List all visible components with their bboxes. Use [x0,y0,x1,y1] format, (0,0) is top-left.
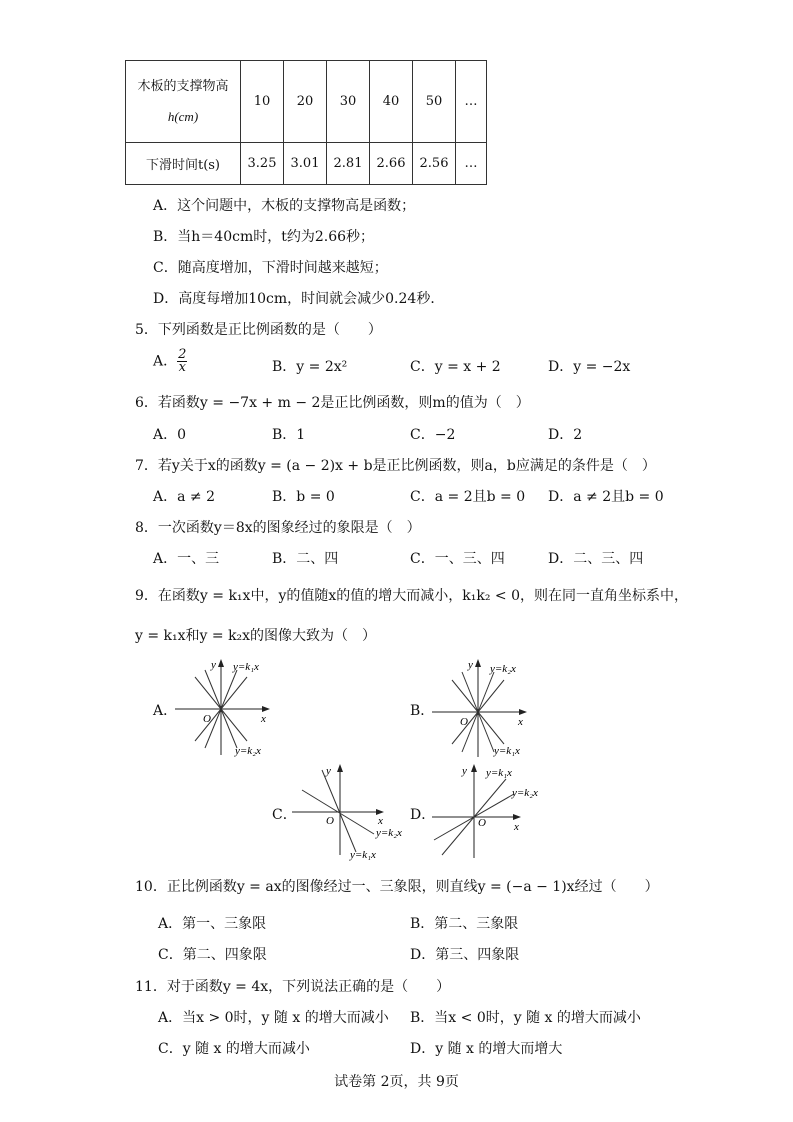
x-axis-arrow [262,706,270,712]
graph-b-top-label: y=k₂x [490,663,516,675]
graph-a-top-label: y=k₁x [233,661,259,673]
graph-d-top-label: y=k₁x [486,767,512,779]
graph-b-bottom-label: y=k₁x [494,745,520,757]
q9-option-a-label: A． [153,703,178,719]
graph-a-bottom-label: y=k₂x [235,745,261,757]
q11-option-c: C．y 随 x 的增大而减小 [158,1041,310,1057]
origin-label: O [203,713,211,725]
y-axis-arrow [475,659,481,667]
table-cell: 10 [241,61,284,143]
x-axis-arrow [519,709,527,715]
q6-option-b: B．1 [272,427,306,443]
q7-stem: 7．若y关于x的函数y = (a − 2)x + b是正比例函数，则a，b应满足的条件是（ ） [135,458,656,474]
q11-option-d: D．y 随 x 的增大而增大 [410,1041,563,1057]
axis-y-label: y [462,765,467,777]
q7-option-b: B．b = 0 [272,489,335,505]
origin-label: O [460,716,468,728]
q7-option-c: C．a = 2且b = 0 [410,489,526,505]
axis-x-label: x [378,815,383,827]
q8-option-d: D．二、三、四 [548,551,644,567]
x-axis-arrow [513,814,521,820]
table-cell: 2.66 [370,143,413,185]
table-cell: 30 [327,61,370,143]
origin-label: O [326,815,334,827]
fraction-numerator: 2 [178,347,187,362]
q4-option-d: D．高度每增加10cm，时间就会减少0.24秒． [153,291,445,307]
axis-y-label: y [468,659,473,671]
fraction [177,349,187,374]
q5-option-c: C．y = x + 2 [410,359,501,375]
q10-option-d: D．第三、四象限 [410,947,520,963]
axis-y-label: y [326,765,331,777]
q9-option-c-label: C． [272,807,297,823]
q6-stem: 6．若函数y = −7x + m − 2是正比例函数，则m的值为（ ） [135,395,530,411]
q8-option-a: A．一、三 [153,551,220,567]
fraction-denominator: x [178,360,186,375]
q9-graph-d [432,760,552,865]
q9-option-b-label: B． [410,703,435,719]
axis-x-label: x [261,713,266,725]
q6-option-d: D．2 [548,427,583,443]
table-row [126,143,487,185]
page-footer: 试卷第 2页，共 9页 [334,1074,459,1090]
table-cell: … [456,61,487,143]
q11-option-a: A．当x > 0时，y 随 x 的增大而减小 [158,1010,389,1026]
q9-graph-b [432,652,542,762]
table-cell: 40 [370,61,413,143]
table-cell: 20 [284,61,327,143]
q8-stem: 8．一次函数y＝8x的图象经过的象限是（ ） [135,520,421,536]
q4-option-c: C．随高度增加，下滑时间越来越短； [153,260,388,276]
table-header-time: 下滑时间t(s) [126,143,241,185]
q9-graph-a [175,652,285,762]
y-axis-arrow [337,764,343,772]
q6-option-a: A．0 [153,427,187,443]
q7-option-d: D．a ≠ 2且b = 0 [548,489,664,505]
table-header-unit: h(cm) [167,108,199,124]
graph-c-right-label: y=k₂x [376,827,402,839]
q10-option-a: A．第一、三象限 [158,916,267,932]
q8-option-c: C．一、三、四 [410,551,505,567]
q9-stem-line2: y = k₁x和y = k₂x的图像大致为（ ） [135,628,377,644]
q10-option-c: C．第二、四象限 [158,947,267,963]
origin-label: O [478,817,486,829]
axis-x-label: x [514,821,519,833]
q5-stem: 5．下列函数是正比例函数的是（ ） [135,322,382,338]
q10-stem: 10．正比例函数y = ax的图像经过一、三象限，则直线y = (−a − 1)x经过（ ） [135,879,659,895]
q9-option-d-label: D． [410,807,436,823]
option-label: A． [153,353,178,370]
table-cell: 2.56 [413,143,456,185]
y-axis-arrow [471,764,477,772]
q4-option-a: A．这个问题中，木板的支撑物高是函数； [153,198,416,214]
table-header-height [126,61,241,143]
table-cell: 2.81 [327,143,370,185]
axis-x-label: x [518,716,523,728]
graph-c-bottom-label: y=k₁x [350,849,376,861]
line-k1 [322,770,356,852]
table-cell: 3.01 [284,143,327,185]
q5-option-a [153,349,187,374]
q9-stem-line1: 9．在函数y = k₁x中，y的值随x的值的增大而减小，k₁k₂ < 0，则在同一直角坐标系中， [135,588,688,604]
table-cell: 3.25 [241,143,284,185]
q11-stem: 11．对于函数y = 4x，下列说法正确的是（ ） [135,979,451,995]
axis-y-label: y [211,659,216,671]
table-cell: … [456,143,487,185]
q5-option-b: B．y = 2x² [272,359,348,375]
graph-d-right-label: y=k₂x [512,787,538,799]
table-cell: 50 [413,61,456,143]
q10-option-b: B．第二、三象限 [410,916,519,932]
table-row [126,61,487,143]
table-header-text: 木板的支撑物高 [137,78,229,94]
q6-option-c: C．−2 [410,427,456,443]
y-axis-arrow [218,659,224,667]
q9-graph-c [292,760,412,865]
q5-option-d: D．y = −2x [548,359,631,375]
data-table [125,60,487,185]
q11-option-b: B．当x < 0时，y 随 x 的增大而减小 [410,1010,641,1026]
q8-option-b: B．二、四 [272,551,339,567]
q4-option-b: B．当h＝40cm时，t约为2.66秒； [153,229,375,245]
q7-option-a: A．a ≠ 2 [153,489,215,505]
